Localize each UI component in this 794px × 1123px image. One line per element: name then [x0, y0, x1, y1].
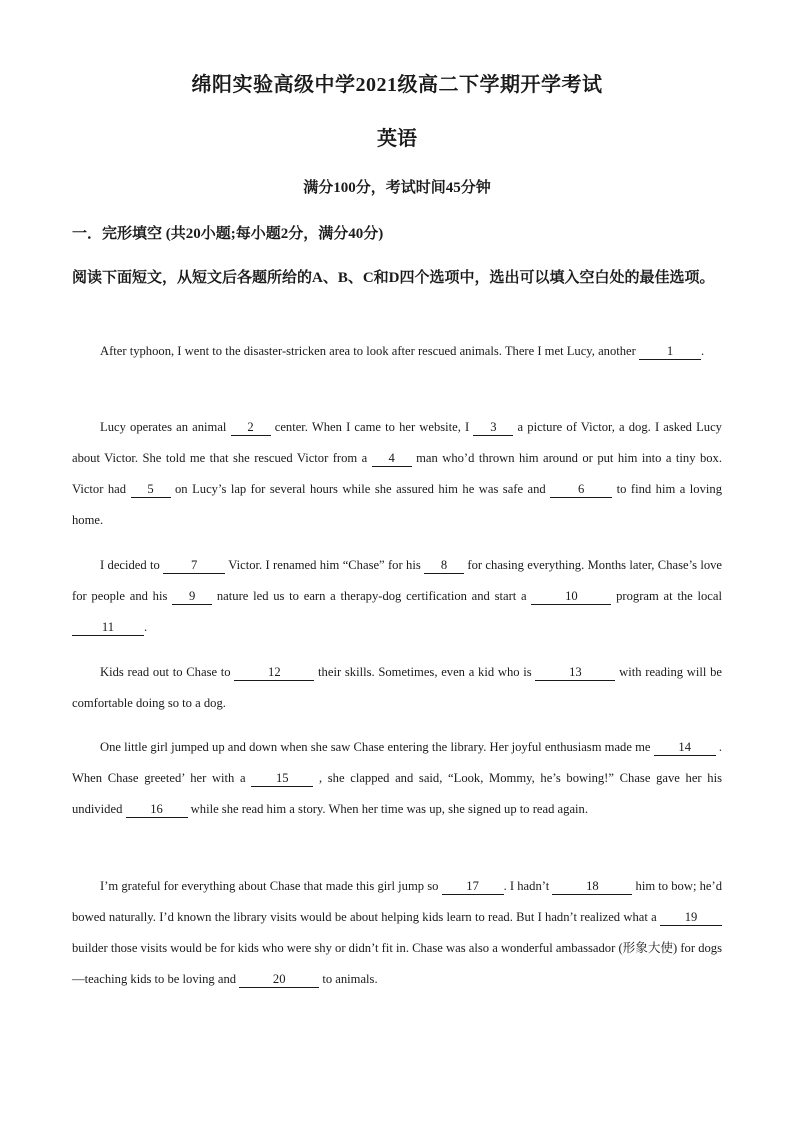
blank-6: 6: [550, 482, 612, 498]
passage-paragraph-1: [72, 336, 722, 367]
blank-4: 4: [372, 451, 412, 467]
passage-text: .: [700, 344, 705, 358]
passage-text: . I hadn’t: [503, 879, 553, 893]
blank-15: 15: [251, 771, 313, 787]
section-instruction: 阅读下面短文，从短文后各题所给的A、B、C和D四个选项中，选出可以填入空白处的最佳选项。: [72, 270, 715, 286]
passage-paragraph-5: [72, 732, 722, 825]
blank-3: 3: [473, 420, 513, 436]
passage-text: One little girl jumped up and down when she saw Chase entering the library. Her joyful enthusiasm made me: [100, 740, 654, 754]
passage-text: their skills. Sometimes, even a kid who is: [314, 665, 536, 679]
passage-paragraph-2: [72, 412, 722, 536]
blank-19: 19: [660, 910, 722, 926]
passage-text: , she clapped and said, “Look, Mommy, he’s bowing!” Chase gave her his undivided: [72, 771, 722, 816]
passage-text: on Lucy’s lap for several hours while she assured him he was safe and: [170, 482, 551, 496]
exam-title: 绵阳实验高级中学2021级高二下学期开学考试: [191, 74, 603, 96]
passage-text: nature led us to earn a therapy-dog certification and start a: [212, 589, 532, 603]
blank-9: 9: [172, 589, 212, 605]
blank-11: 11: [72, 620, 144, 636]
blank-5: 5: [131, 482, 171, 498]
blank-18: 18: [552, 879, 632, 895]
passage-text: for chasing everything. Months later, Chase’s love for people and his: [72, 558, 722, 603]
passage-text: to find him a loving home.: [72, 482, 722, 527]
passage-text: man who’d thrown him around or put him into a tiny box. Victor had: [72, 451, 722, 496]
blank-20: 20: [239, 972, 319, 988]
blank-14: 14: [654, 740, 716, 756]
blank-8: 8: [424, 558, 464, 574]
passage-paragraph-4: [72, 657, 722, 719]
score-time-line: 满分100分，考试时间45分钟: [303, 180, 491, 196]
exam-subject: 英语: [377, 128, 417, 150]
passage-text: Lucy operates an animal: [100, 420, 231, 434]
passage-paragraph-3: [72, 550, 722, 643]
blank-16: 16: [126, 802, 188, 818]
blank-17: 17: [442, 879, 504, 895]
passage-text: builder those visits would be for kids who were shy or didn’t fit in. Chase was also a wonderful ambassador (形象大使) for dogs—teaching kids to be loving and: [72, 941, 722, 986]
passage-text: program at the local: [611, 589, 722, 603]
passage-text: Kids read out to Chase to: [100, 665, 235, 679]
blank-10: 10: [531, 589, 611, 605]
section-heading: 一．完形填空 (共20小题;每小题2分，满分40分): [72, 226, 384, 242]
blank-1: 1: [639, 344, 701, 360]
passage-text: while she read him a story. When her time was up, she signed up to read again.: [187, 802, 588, 816]
blank-2: 2: [231, 420, 271, 436]
passage-text: . When Chase greeted’ her with a: [72, 740, 723, 785]
passage-text: him to bow; he’d bowed naturally. I’d known the library visits would be about helping kids learn to read. But I hadn’t realized what a: [72, 879, 722, 924]
passage-text: center. When I came to her website, I: [270, 420, 474, 434]
blank-7: 7: [163, 558, 225, 574]
passage-text: I’m grateful for everything about Chase that made this girl jump so: [100, 879, 442, 893]
passage-text: .: [144, 620, 148, 634]
blank-13: 13: [535, 665, 615, 681]
blank-12: 12: [234, 665, 314, 681]
passage-text: Victor. I renamed him “Chase” for his: [225, 558, 425, 572]
passage-paragraph-6: [72, 871, 722, 995]
passage-text: After typhoon, I went to the disaster-stricken area to look after rescued animals. There I met Lucy, another: [100, 344, 639, 358]
passage-text: with reading will be comfortable doing so to a dog.: [72, 665, 722, 710]
passage-text: I decided to: [100, 558, 164, 572]
passage-text: a picture of Victor, a dog. I asked Lucy about Victor. She told me that she rescued Victor from a: [72, 420, 722, 465]
passage-text: to animals.: [319, 972, 378, 986]
